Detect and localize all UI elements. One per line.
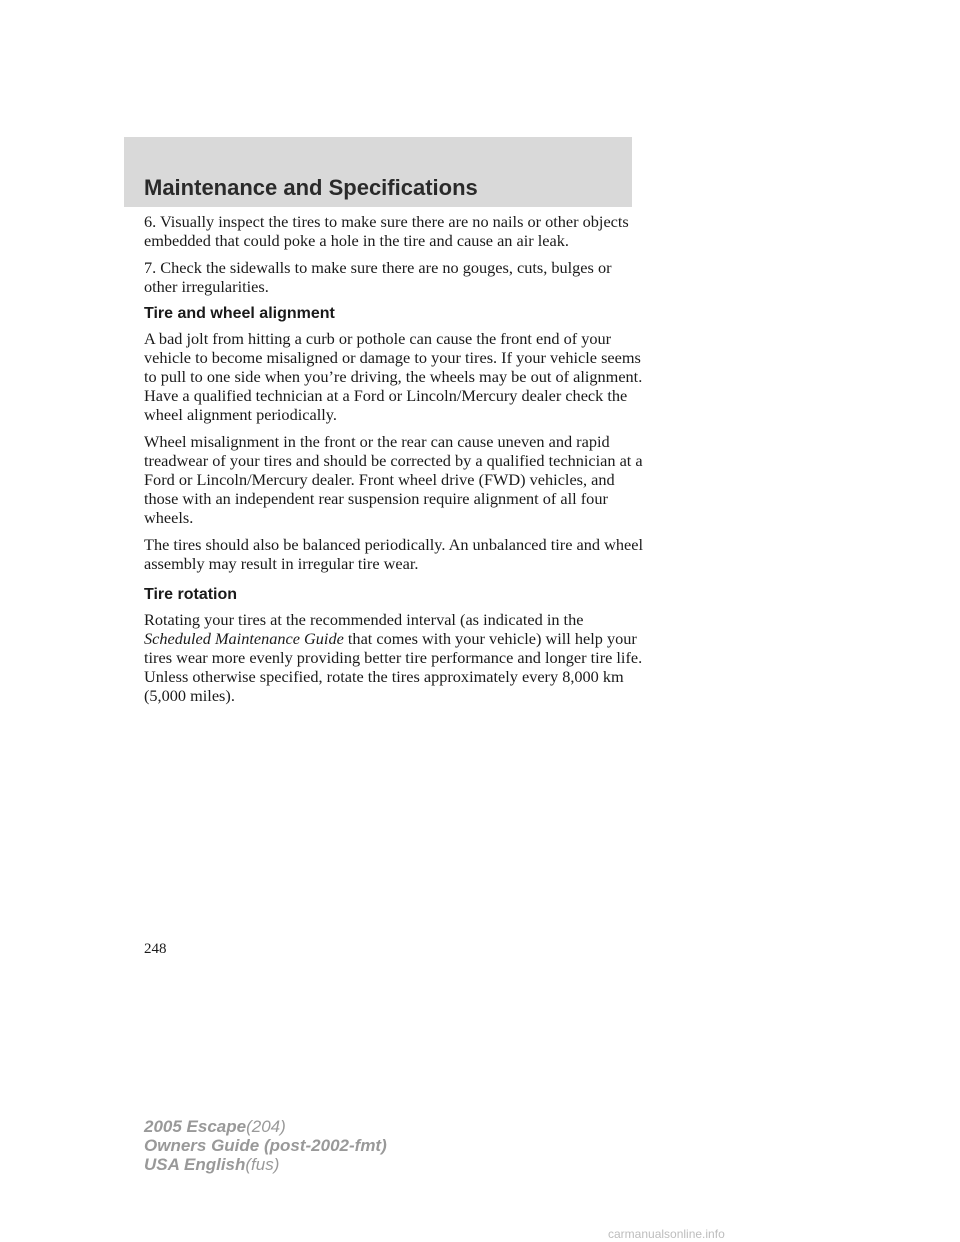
page-number: 248 [144,941,167,957]
footer-language-code: (fus) [245,1155,280,1174]
heading-tire-wheel-alignment: Tire and wheel alignment [144,305,335,322]
paragraph-alignment-1: A bad jolt from hitting a curb or pothole can cause the front end of your vehicle to become misaligned or damage to your tires. If your vehicle seems to pull to one side when you’re driving, the wheels may be out of alignment. Have a qualified technician at a Ford or Lincoln/Mercury dealer check the wheel alignment periodically. [144,329,643,424]
rotation-text-start: Rotating your tires at the recommended interval (as indicated in the [144,610,584,629]
footer-line-language [144,1155,387,1174]
document-footer [144,1117,387,1174]
scheduled-maintenance-guide-title: Scheduled Maintenance Guide [144,629,344,648]
footer-model-code: (204) [246,1117,286,1136]
watermark: carmanualsonline.info [608,1227,725,1241]
section-header-band [124,137,632,207]
footer-model: 2005 Escape [144,1117,247,1136]
page-body [144,212,644,713]
footer-guide-format: Owners Guide (post-2002-fmt) [144,1136,387,1155]
paragraph-balancing: The tires should also be balanced periodically. An unbalanced tire and wheel assembly may result in irregular tire wear. [144,535,643,573]
rotation-text-end: that comes with your vehicle) will help your tires wear more evenly providing better tire performance and longer tire life. Unless otherwise specified, rotate the tires approximately every 8,000 km (5,000 miles). [144,629,643,705]
paragraph-step-6: 6. Visually inspect the tires to make sure there are no nails or other objects embedded that could poke a hole in the tire and cause an air leak. [144,212,629,250]
footer-language: USA English [144,1155,246,1174]
paragraph-step-7: 7. Check the sidewalls to make sure there are no gouges, cuts, bulges or other irregularities. [144,258,612,296]
paragraph-alignment-2: Wheel misalignment in the front or the rear can cause uneven and rapid treadwear of your tires and should be corrected by a qualified technician at a Ford or Lincoln/Mercury dealer. Front wheel drive (FWD) vehicles, and those with an independent rear suspension require alignment of all four wheels. [144,432,643,527]
paragraph-rotation [144,610,644,705]
footer-line-model [144,1117,387,1136]
section-title: Maintenance and Specifications [144,175,478,200]
heading-tire-rotation: Tire rotation [144,586,238,603]
